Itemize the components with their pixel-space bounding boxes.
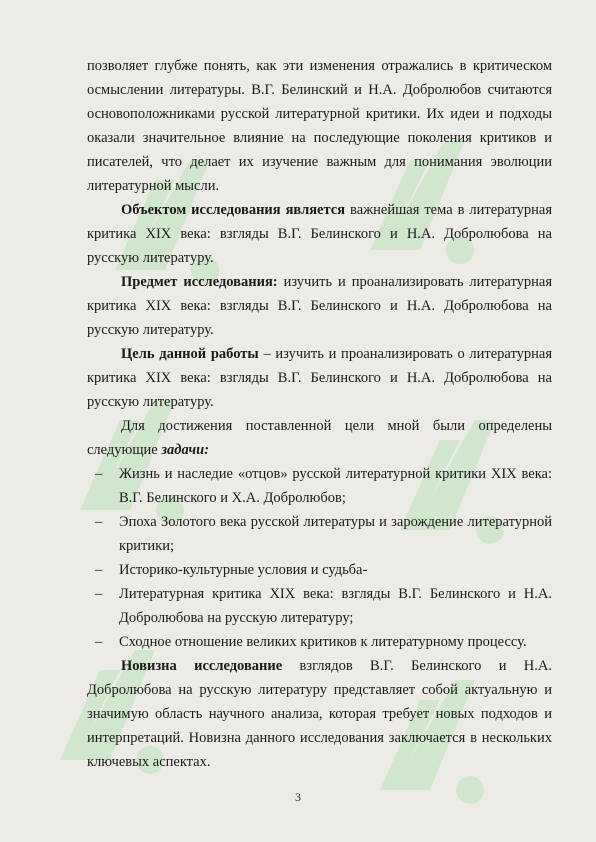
novelty-paragraph xyxy=(87,654,552,774)
tasks-intro-text: Для достижения поставленной цели мной были определены следующие xyxy=(87,418,552,458)
list-dash: – xyxy=(95,514,103,530)
research-goal-text: – изучить и проанализировать о литературная критика XIX века: взгляды В.Г. Белинского и Н.А. Добролюбова на русскую литературу. xyxy=(87,346,552,410)
tasks-label: задачи: xyxy=(161,442,210,458)
research-object-text: важнейшая тема в литературная критика XIX века: взгляды В.Г. Белинского и Н.А. Добролюбова на русскую литературу. xyxy=(87,202,552,266)
list-item xyxy=(87,582,552,630)
list-dash: – xyxy=(95,466,103,482)
task-text: Жизнь и наследие «отцов» русской литературной критики XIX века: В.Г. Белинского и Х.А. Добролюбов; xyxy=(119,466,552,506)
task-text: Историко-культурные условия и судьба- xyxy=(119,562,368,578)
list-item xyxy=(87,462,552,510)
task-text: Литературная критика XIX века: взгляды В.Г. Белинского и Н.А. Добролюбова на русскую литературу; xyxy=(119,586,552,626)
novelty-text: взглядов В.Г. Белинского и Н.А. Добролюбова на русскую литературу представляет собой актуальную и значимую область научного анализа, которая требует новых подходов и интерпретаций. Новизна данного исследования заключается в нескольких ключевых аспектах. xyxy=(87,658,553,770)
research-object-label: Объектом исследования является xyxy=(121,202,346,218)
research-object-paragraph xyxy=(87,198,552,270)
list-dash: – xyxy=(95,562,103,578)
task-text: Эпоха Золотого века русской литературы и зарождение литературной критики; xyxy=(119,514,552,554)
list-dash: – xyxy=(95,634,103,650)
tasks-intro-paragraph xyxy=(87,414,552,462)
novelty-label: Новизна исследование xyxy=(121,658,283,674)
list-dash: – xyxy=(95,586,103,602)
list-item xyxy=(87,558,552,582)
research-subject-text: изучить и проанализировать литературная критика XIX века: взгляды В.Г. Белинского и Н.А. Добролюбова на русскую литературу. xyxy=(87,274,553,338)
list-item xyxy=(87,510,552,558)
page-body xyxy=(87,54,552,774)
list-item xyxy=(87,630,552,654)
research-subject-label: Предмет исследования: xyxy=(121,274,278,290)
tasks-list xyxy=(87,462,552,654)
page-number: 3 xyxy=(295,790,301,804)
task-text: Сходное отношение великих критиков к литературному процессу. xyxy=(119,634,527,650)
research-goal-label: Цель данной работы xyxy=(121,346,259,362)
intro-paragraph: позволяет глубже понять, как эти изменения отражались в критическом осмыслении литературы. В.Г. Белинский и Н.А. Добролюбов считаются основоположниками русской литературной критики. Их идеи и подходы оказали значительное влияние на последующие поколения критиков и писателей, что делает их изучение важным для понимания эволюции литературной мысли. xyxy=(87,58,552,194)
research-goal-paragraph xyxy=(87,342,552,414)
research-subject-paragraph xyxy=(87,270,552,342)
